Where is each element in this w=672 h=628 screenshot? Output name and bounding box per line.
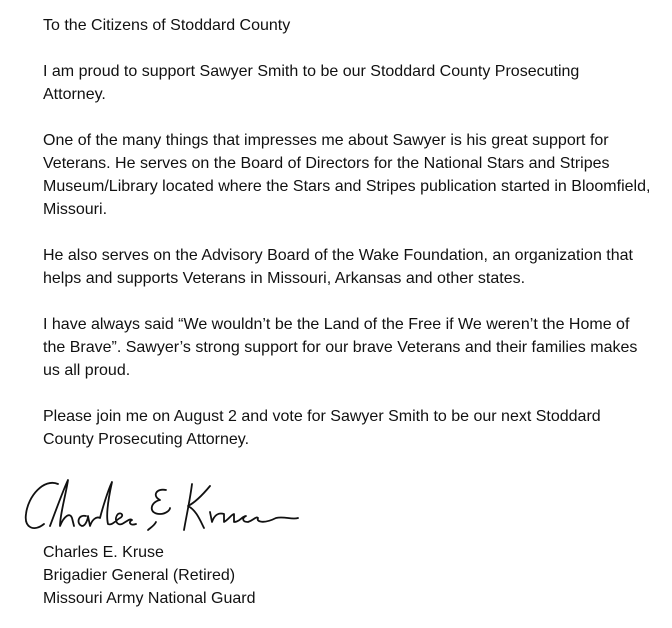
letter-greeting: To the Citizens of Stoddard County <box>43 17 291 34</box>
signature-stroke <box>26 483 58 528</box>
signature-stroke <box>50 480 74 526</box>
signer-organization: Missouri Army National Guard <box>43 590 256 607</box>
paragraph-5: Please join me on August 2 and vote for Sawyer Smith to be our next Stoddard County Prosecuting Attorney. <box>43 408 601 448</box>
signer-name: Charles E. Kruse <box>43 544 164 561</box>
signature-block <box>43 541 256 610</box>
paragraph-2: One of the many things that impresses me about Sawyer is his great support for Veterans. He serves on the Board of Directors for the National Stars and Stripes Museum/Library located where the Stars and Stripes publication started in Bloomfield, Missouri. <box>43 132 651 218</box>
signature-stroke <box>152 490 170 514</box>
paragraph-3: He also serves on the Advisory Board of the Wake Foundation, an organization that helps and supports Veterans in Missouri, Arkansas and other states. <box>43 247 633 287</box>
paragraph-1: I am proud to support Sawyer Smith to be our Stoddard County Prosecuting Attorney. <box>43 63 580 103</box>
letter-body <box>43 14 663 474</box>
signature-stroke <box>210 512 298 522</box>
signature-stroke <box>148 522 156 530</box>
handwritten-signature <box>20 470 300 540</box>
signature-stroke <box>79 482 136 526</box>
paragraph-4: I have always said “We wouldn’t be the Land of the Free if We weren’t the Home of the Brave”. Sawyer’s strong support for our brave Veterans and their families makes us all proud. <box>43 316 638 379</box>
signer-title: Brigadier General (Retired) <box>43 567 236 584</box>
